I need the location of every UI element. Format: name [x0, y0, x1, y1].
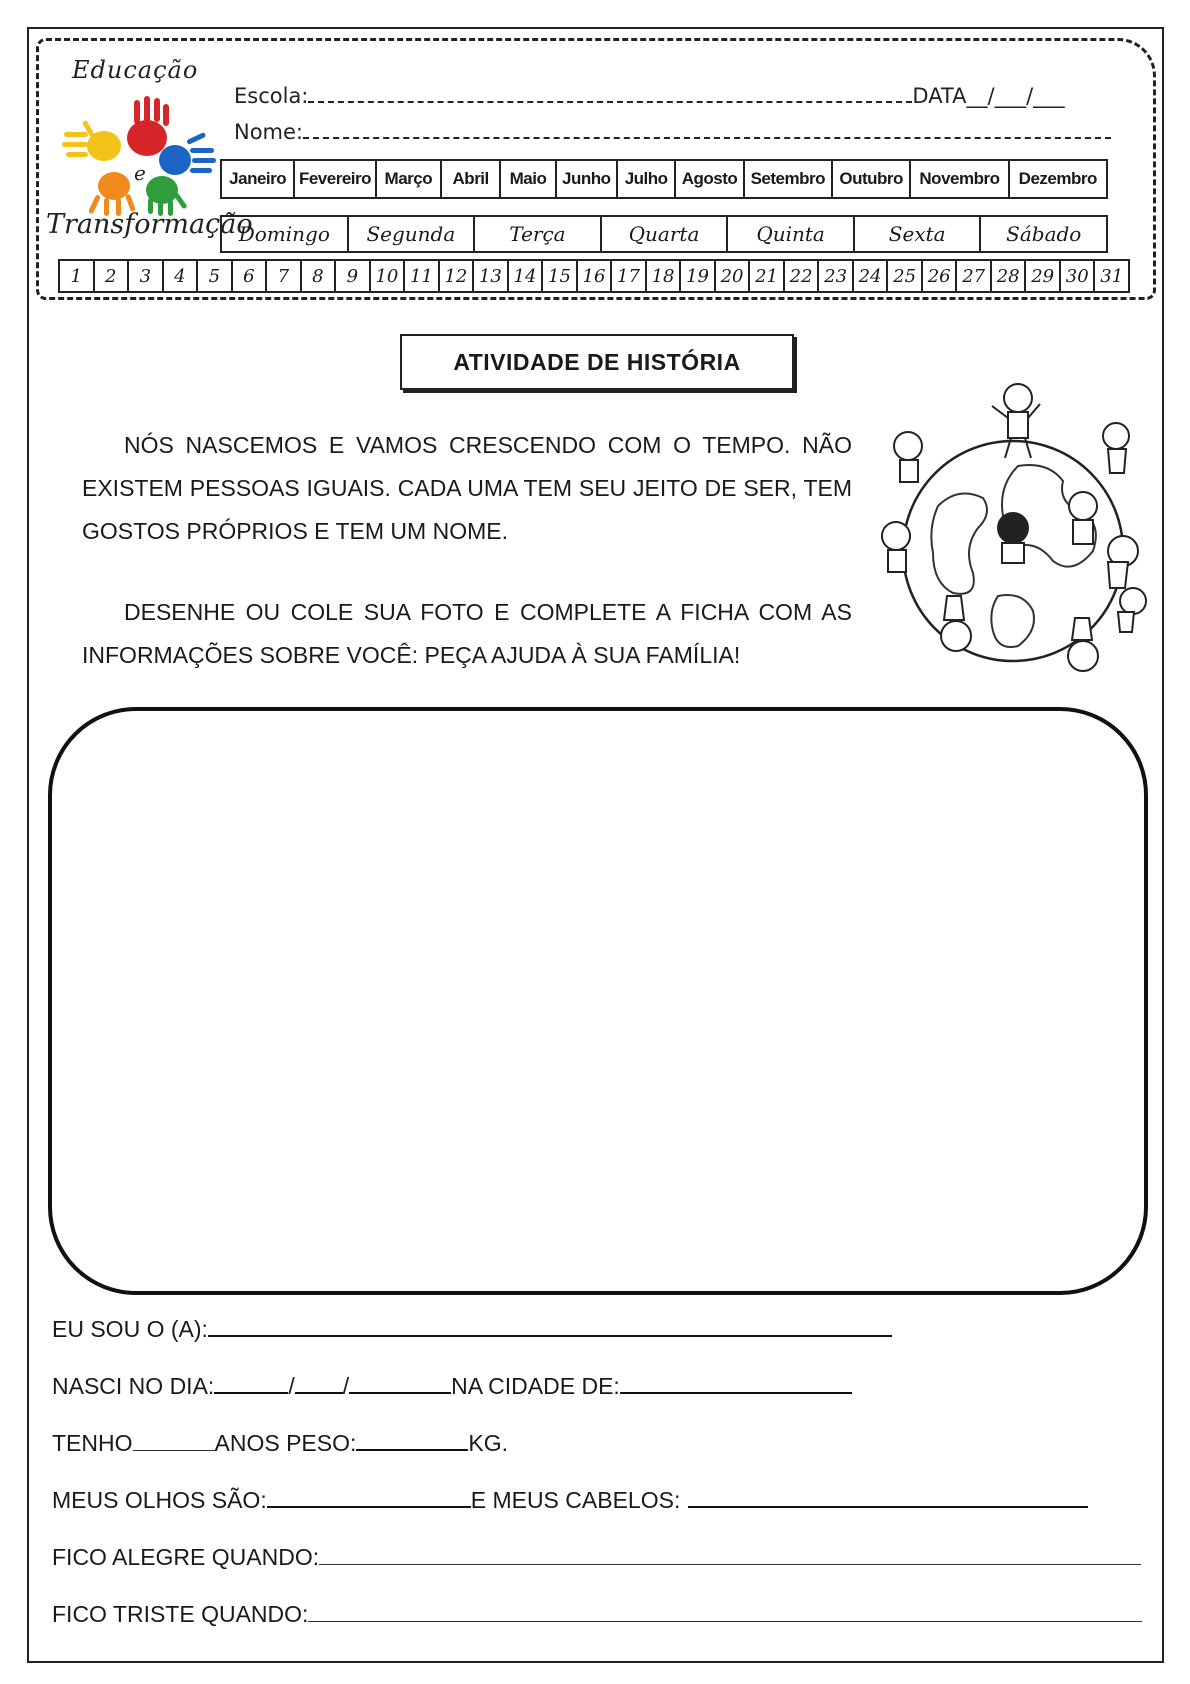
born-year-field[interactable]: [349, 1372, 451, 1394]
day-number-cell[interactable]: 25: [886, 261, 921, 291]
intro-text: NÓS NASCEMOS E VAMOS CRESCENDO COM O TEMPO. NÃO EXISTEM PESSOAS IGUAIS. CADA UMA TEM SEU JEITO DE SER, TEM GOSTOS PRÓPRIOS E TEM UM NOME.: [82, 432, 852, 544]
born-on-label: NASCI NO DIA:: [52, 1373, 215, 1399]
age-field[interactable]: [133, 1430, 215, 1451]
instruction-text: DESENHE OU COLE SUA FOTO E COMPLETE A FICHA COM AS INFORMAÇÕES SOBRE VOCÊ: PEÇA AJUDA À SUA FAMÍLIA!: [82, 599, 852, 668]
month-cell[interactable]: Dezembro: [1008, 161, 1106, 197]
day-number-cell[interactable]: 20: [714, 261, 749, 291]
day-number-cell[interactable]: 8: [300, 261, 335, 291]
day-number-cell[interactable]: 4: [162, 261, 197, 291]
month-cell[interactable]: Julho: [616, 161, 674, 197]
i-am-label: EU SOU O (A):: [52, 1316, 208, 1342]
school-label: Escola:: [234, 84, 309, 108]
form-line-eyes-hair[interactable]: [52, 1486, 1088, 1514]
weekday-cell[interactable]: Quarta: [600, 217, 727, 251]
happy-when-label: FICO ALEGRE QUANDO:: [52, 1544, 320, 1570]
day-number-cell[interactable]: 19: [679, 261, 714, 291]
date-label: DATA: [912, 84, 967, 108]
day-numbers-row: [58, 259, 1130, 293]
month-cell[interactable]: Setembro: [743, 161, 831, 197]
day-number-cell[interactable]: 7: [265, 261, 300, 291]
photo-drawing-area[interactable]: [48, 707, 1148, 1295]
month-cell[interactable]: Novembro: [909, 161, 1007, 197]
painted-hands-icon: [52, 86, 222, 216]
month-cell[interactable]: Maio: [499, 161, 554, 197]
in-city-label: NA CIDADE DE:: [451, 1373, 620, 1399]
day-number-cell[interactable]: 31: [1093, 261, 1128, 291]
school-line[interactable]: [234, 84, 1065, 108]
school-field[interactable]: [308, 87, 912, 103]
day-number-cell[interactable]: 21: [748, 261, 783, 291]
month-cell[interactable]: Abril: [440, 161, 499, 197]
intro-paragraph: [82, 424, 852, 553]
day-number-cell[interactable]: 16: [576, 261, 611, 291]
my-eyes-label: MEUS OLHOS SÃO:: [52, 1487, 267, 1513]
globe-kids-illustration: [868, 376, 1158, 696]
day-number-cell[interactable]: 15: [541, 261, 576, 291]
i-have-label: TENHO: [52, 1430, 133, 1456]
blue-hand-icon: [159, 132, 216, 175]
weekday-cell[interactable]: Quinta: [726, 217, 853, 251]
city-field[interactable]: [620, 1372, 852, 1394]
instruction-paragraph: [82, 591, 852, 677]
form-line-age-weight[interactable]: [52, 1429, 508, 1457]
happy-field[interactable]: [319, 1544, 1141, 1565]
month-cell[interactable]: Fevereiro: [293, 161, 374, 197]
day-number-cell[interactable]: 13: [472, 261, 507, 291]
weekday-cell[interactable]: Segunda: [347, 217, 474, 251]
day-number-cell[interactable]: 17: [610, 261, 645, 291]
day-number-cell[interactable]: 27: [955, 261, 990, 291]
day-number-cell[interactable]: 22: [783, 261, 818, 291]
day-number-cell[interactable]: 30: [1059, 261, 1094, 291]
born-month-field[interactable]: [295, 1372, 343, 1394]
day-number-cell[interactable]: 12: [438, 261, 473, 291]
eyes-field[interactable]: [267, 1486, 471, 1508]
day-number-cell[interactable]: 23: [817, 261, 852, 291]
day-number-cell[interactable]: 10: [369, 261, 404, 291]
day-number-cell[interactable]: 28: [990, 261, 1025, 291]
day-number-cell[interactable]: 9: [334, 261, 369, 291]
day-number-cell[interactable]: 2: [93, 261, 128, 291]
name-label: Nome:: [234, 120, 304, 144]
logo-middle-text: e: [134, 161, 146, 185]
day-number-cell[interactable]: 24: [852, 261, 887, 291]
date-slots[interactable]: __/___/___: [966, 84, 1065, 108]
weekdays-row: [220, 215, 1108, 253]
day-number-cell[interactable]: 26: [921, 261, 956, 291]
form-line-happy[interactable]: [52, 1544, 1141, 1571]
month-cell[interactable]: Janeiro: [229, 169, 287, 188]
day-number-cell[interactable]: 6: [231, 261, 266, 291]
month-cell[interactable]: Março: [375, 161, 440, 197]
name-line[interactable]: [234, 120, 1111, 144]
page-title: ATIVIDADE DE HISTÓRIA: [400, 334, 794, 390]
day-number-cell[interactable]: 18: [645, 261, 680, 291]
day-number-cell[interactable]: 1: [70, 265, 82, 287]
form-line-born[interactable]: [52, 1372, 852, 1400]
month-cell[interactable]: Junho: [555, 161, 616, 197]
month-cell[interactable]: Agosto: [674, 161, 742, 197]
slash: /: [288, 1373, 295, 1399]
weekday-cell[interactable]: Terça: [473, 217, 600, 251]
born-day-field[interactable]: [214, 1372, 288, 1394]
form-line-sad[interactable]: [52, 1601, 1142, 1628]
weekday-cell[interactable]: Domingo: [238, 222, 330, 246]
my-hair-label: E MEUS CABELOS:: [470, 1487, 681, 1513]
yellow-hand-icon: [62, 120, 121, 161]
weekday-cell[interactable]: Sexta: [853, 217, 980, 251]
name-field[interactable]: [303, 123, 1111, 139]
months-row: [220, 159, 1108, 199]
form-line-i-am[interactable]: [52, 1315, 892, 1343]
weight-field[interactable]: [356, 1429, 468, 1451]
sad-when-label: FICO TRISTE QUANDO:: [52, 1601, 309, 1627]
slash: /: [342, 1373, 350, 1399]
month-cell[interactable]: Outubro: [831, 161, 909, 197]
logo: [42, 52, 253, 242]
years-weight-label: ANOS PESO:: [214, 1430, 357, 1456]
hair-field[interactable]: [688, 1486, 1088, 1508]
day-number-cell[interactable]: 11: [403, 261, 438, 291]
kg-label: KG.: [468, 1430, 508, 1456]
weekday-cell[interactable]: Sábado: [979, 217, 1106, 251]
red-hand-icon: [127, 96, 169, 156]
i-am-field[interactable]: [208, 1315, 892, 1337]
day-number-cell[interactable]: 5: [196, 261, 231, 291]
day-number-cell[interactable]: 14: [507, 261, 542, 291]
sad-field[interactable]: [308, 1601, 1142, 1622]
logo-bottom-text: Transformação: [46, 209, 253, 240]
day-number-cell[interactable]: 29: [1024, 261, 1059, 291]
logo-top-text: Educação: [72, 56, 199, 84]
day-number-cell[interactable]: 3: [127, 261, 162, 291]
